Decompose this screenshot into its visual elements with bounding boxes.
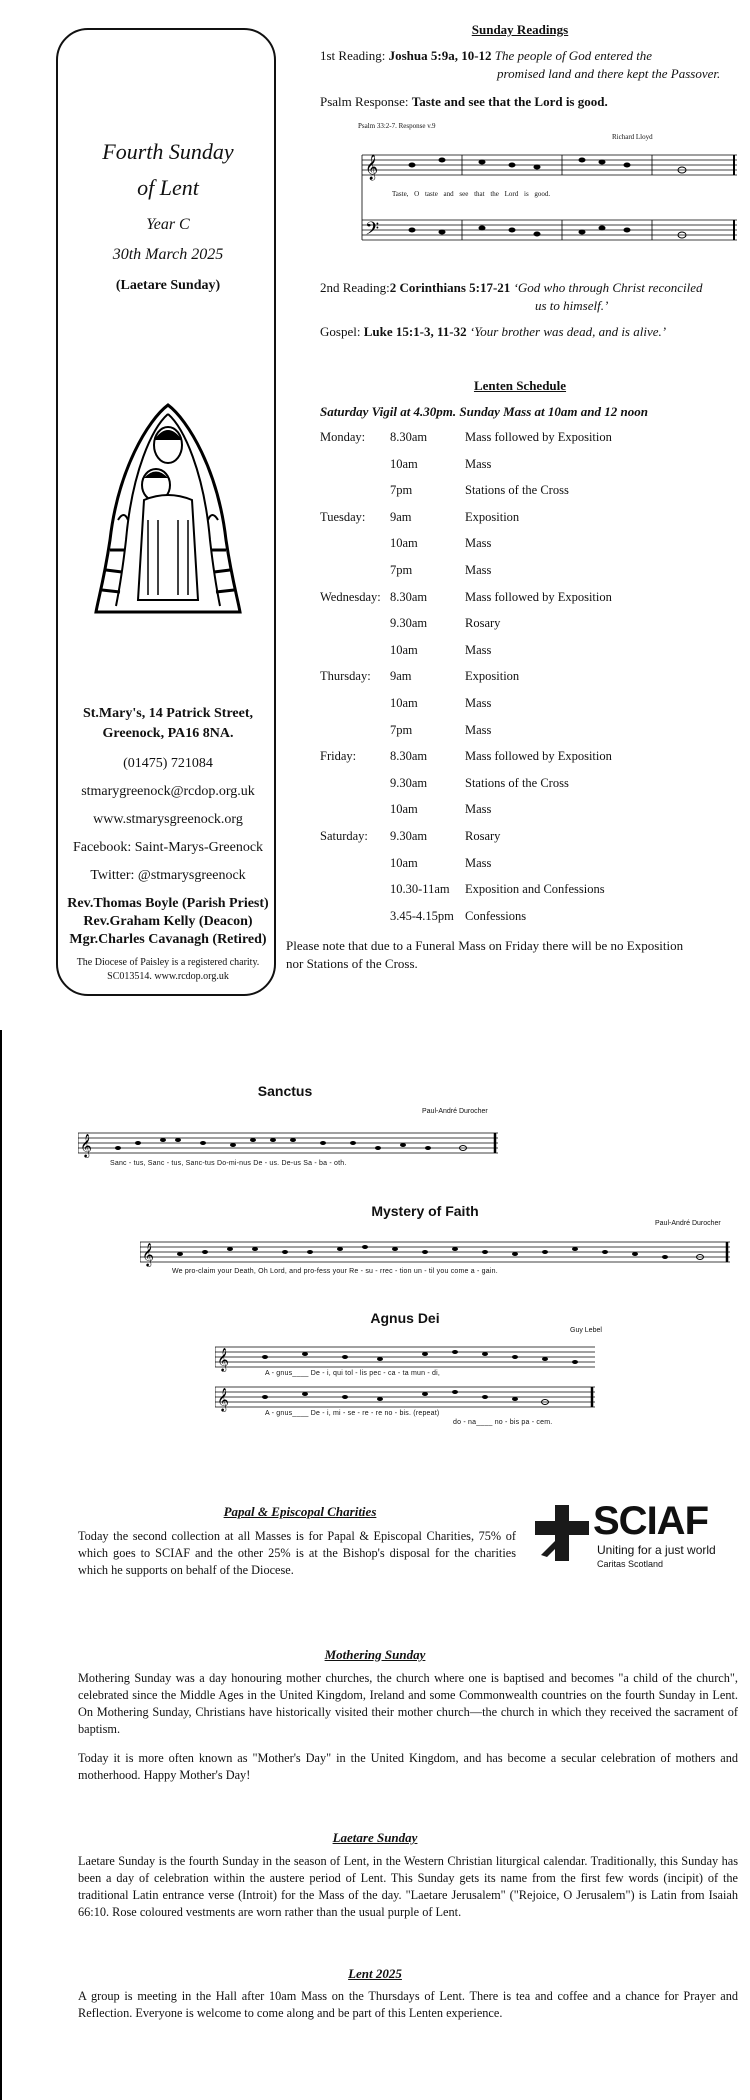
schedule-time: 9.30am (390, 775, 428, 790)
schedule-activity: Mass (465, 642, 492, 657)
charities-text: Today the second collection at all Masses is for Papal & Episcopal Charities, 75% of which goes to SCIAF and the other 25% is at the Bishop's disposal for the charities which he supports on behalf of the Diocese. (78, 1529, 516, 1577)
psalm-response (320, 94, 608, 110)
agnus-title: Agnus Dei (370, 1310, 440, 1326)
svg-text:𝄞: 𝄞 (142, 1242, 154, 1266)
schedule-activity: Mass followed by Exposition (465, 430, 612, 444)
agnus-composer: Guy Lebel (570, 1327, 602, 1334)
second-reading-text: ‘God who through Christ reconciled (513, 280, 703, 295)
facebook-link[interactable]: Facebook: Saint-Marys-Greenock (72, 840, 264, 855)
schedule-day: Thursday: (320, 669, 371, 684)
schedule-day: Saturday: (320, 829, 368, 843)
mystery-lyrics: We pro-claim your Death, Oh Lord, and pro-fess your Re - su - rrec - tion un - til you come a - gain. (172, 1268, 498, 1275)
agnus-staff (215, 1342, 595, 1417)
laetare-label: (Laetare Sunday) (115, 278, 221, 293)
schedule-activity: Stations of the Cross (465, 483, 569, 498)
sanctus-staff (78, 1128, 498, 1158)
first-reading-ref: Joshua 5:9a, 10-12 (388, 48, 492, 63)
schedule-time: 8.30am (390, 589, 428, 604)
schedule-activity: Mass followed by Exposition (465, 749, 612, 764)
schedule-activity: Stations of the Cross (465, 775, 569, 790)
gospel (320, 324, 666, 340)
email-link[interactable]: stmarygreenock@rcdop.org.uk (81, 784, 255, 799)
schedule-day: Wednesday: (320, 589, 381, 604)
sciaf-sub: Caritas Scotland (597, 1559, 664, 1569)
schedule-activity: Mass (465, 536, 492, 551)
svg-text:𝄞: 𝄞 (217, 1347, 229, 1371)
agnus-lyrics: A - gnus____ De - i, mi - se - re - re no - bis. (repeat) (265, 1410, 440, 1417)
clergy-line: Mgr.Charles Cavanagh (Retired) (69, 932, 267, 947)
schedule-day: Friday: (320, 749, 357, 764)
schedule-time: 10am (390, 536, 418, 551)
psalm-music-staff (352, 150, 742, 250)
lent2025-para: A group is meeting in the Hall after 10am Mass on the Thursdays of Lent. There is tea and coffee and a chance for Prayer and Reflection. Everyone is welcome to come along and be part of this Lenten experience. (78, 1989, 738, 2020)
psalm-ref: Psalm 33:2-7. Response v.9 (358, 122, 436, 130)
schedule-note: Please note that due to a Funeral Mass on Friday there will be no Exposition (286, 938, 684, 953)
address-line2: Greenock, PA16 8NA. (102, 726, 234, 741)
year-label: Year C (146, 216, 190, 233)
first-reading (320, 48, 652, 64)
lent2025-heading: Lent 2025 (348, 1966, 402, 1981)
date-label: 30th March 2025 (112, 246, 224, 263)
schedule-time: 9.30am (390, 616, 428, 631)
sciaf-tagline: Uniting for a just world (597, 1543, 716, 1557)
psalm-text: Taste and see that the Lord is good. (411, 94, 608, 109)
second-reading-label: 2nd Reading: (320, 280, 390, 295)
gospel-text: ‘Your brother was dead, and is alive.’ (469, 324, 667, 339)
schedule-time: 9am (390, 509, 412, 524)
schedule-time: 9.30am (390, 829, 428, 843)
schedule-activity: Mass (465, 802, 492, 817)
sciaf-cross-icon (535, 1505, 590, 1565)
clergy-line: Rev.Thomas Boyle (Parish Priest) (67, 896, 269, 911)
agnus-lyrics: A - gnus____ De - i, qui tol - lis pec - ca - ta mun - di, (265, 1370, 441, 1377)
second-reading-text2: us to himself.’ (535, 298, 609, 313)
schedule-activity: Mass (465, 563, 492, 577)
first-reading-label: 1st Reading: (320, 48, 386, 63)
phone-number: (01475) 721084 (123, 756, 213, 771)
schedule-day: Tuesday: (320, 509, 366, 524)
sciaf-logo (535, 1499, 735, 1595)
schedule-activity: Mass followed by Exposition (465, 589, 612, 604)
address-line1: St.Mary's, 14 Patrick Street, (82, 706, 254, 721)
svg-text:𝄞: 𝄞 (365, 155, 379, 180)
second-reading (320, 280, 703, 296)
mystery-composer: Paul-André Durocher (655, 1220, 721, 1227)
schedule-activity: Exposition (465, 509, 520, 524)
schedule-activity: Exposition and Confessions (465, 882, 605, 897)
schedule-activity: Mass (465, 456, 492, 471)
sidebar-panel (56, 28, 276, 996)
first-reading-text: The people of God entered the (494, 48, 653, 63)
schedule-activity: Confessions (465, 908, 527, 923)
schedule-heading: Lenten Schedule (473, 378, 567, 393)
madonna-icon (88, 400, 248, 620)
charity-note: The Diocese of Paisley is a registered charity. (76, 957, 260, 968)
mothering-para: Mothering Sunday was a day honouring mother churches, the church where one is baptised and becomes "a child of the church", celebrated since the Middle Ages in the United Kingdom, Ireland and some Commonwealth countries on the fourth Sunday in Lent. On Mothering Sunday, Christians have historically visited their mother church—the church in which they received the sacrament of baptism. (78, 1671, 738, 1736)
agnus-lyrics: do - na____ no - bis pa - cem. (453, 1419, 553, 1426)
psalm-label: Psalm Response: (320, 94, 409, 109)
gospel-ref: Luke 15:1-3, 11-32 (363, 324, 467, 339)
laetare-para: Laetare Sunday is the fourth Sunday in the season of Lent, in the Western Christian liturgical calendar. Traditionally, this Sunday has been a day of celebration within the austere period of Lent. This Sunday gets its name from the first few words (incipit) of the traditional Latin entrance verse (Introit) for the Mass of the day. "Laetare Jerusalem" ("Rejoice, O Jerusalem") is Latin from Isaiah 66:10. Rose coloured vestments are worn rather than the usual purple of Lent. (78, 1854, 738, 1919)
title-line2: of Lent (137, 175, 199, 200)
mystery-title: Mystery of Faith (371, 1203, 479, 1219)
page-divider (0, 1030, 2, 2100)
schedule-time: 8.30am (390, 430, 428, 444)
svg-text:𝄞: 𝄞 (217, 1387, 229, 1411)
sanctus-lyrics: Sanc - tus, Sanc - tus, Sanc-tus Do-mi-nus De - us. De-us Sa - ba - oth. (110, 1160, 347, 1167)
schedule-activity: Rosary (465, 616, 501, 631)
charity-note: SC013514. www.rcdop.org.uk (107, 971, 229, 982)
sanctus-composer: Paul-André Durocher (422, 1108, 488, 1115)
mystery-staff (140, 1237, 730, 1267)
gospel-label: Gospel: (320, 324, 361, 339)
readings-heading: Sunday Readings (471, 22, 569, 37)
schedule-time: 7pm (390, 563, 413, 577)
psalm-lyrics: Taste, O taste and see that the Lord is good. (392, 190, 551, 198)
second-reading-ref: 2 Corinthians 5:17-21 (389, 280, 511, 295)
title-line1: Fourth Sunday (102, 139, 234, 164)
schedule-activity: Mass (465, 722, 492, 737)
schedule-time: 3.45-4.15pm (390, 908, 454, 923)
sciaf-name: SCIAF (593, 1499, 708, 1543)
clergy-line: Rev.Graham Kelly (Deacon) (83, 914, 253, 929)
schedule-note: nor Stations of the Cross. (286, 956, 418, 971)
sanctus-title: Sanctus (257, 1083, 313, 1099)
mothering-para: Today it is more often known as "Mother's Day" in the United Kingdom, and has become a secular celebration of mothers and motherhood. Happy Mother's Day! (78, 1751, 738, 1782)
mothering-heading: Mothering Sunday (324, 1647, 426, 1662)
schedule-time: 10am (390, 696, 418, 710)
schedule-time: 10am (390, 642, 418, 657)
schedule-time: 8.30am (390, 749, 428, 764)
svg-text:𝄢: 𝄢 (365, 219, 380, 244)
charities-heading: Papal & Episcopal Charities (223, 1504, 377, 1519)
schedule-time: 7pm (390, 722, 413, 737)
schedule-subheading: Saturday Vigil at 4.30pm. Sunday Mass at 10am and 12 noon (320, 404, 648, 419)
twitter-link[interactable]: Twitter: @stmarysgreenock (90, 868, 246, 883)
schedule-time: 10am (390, 855, 418, 870)
schedule-time: 10am (390, 802, 418, 817)
psalm-composer: Richard Lloyd (612, 133, 653, 141)
schedule-time: 10am (390, 456, 418, 471)
schedule-activity: Exposition (465, 669, 520, 684)
schedule-time: 7pm (390, 483, 413, 498)
schedule-activity: Mass (465, 696, 492, 710)
website-link[interactable]: www.stmarysgreenock.org (93, 812, 243, 827)
schedule-activity: Mass (465, 855, 492, 870)
schedule-time: 10.30-11am (390, 882, 450, 897)
laetare-heading: Laetare Sunday (332, 1830, 418, 1845)
schedule-activity: Rosary (465, 829, 501, 843)
first-reading-text2: promised land and there kept the Passover. (497, 66, 721, 81)
schedule-time: 9am (390, 669, 412, 684)
schedule-day: Monday: (320, 430, 366, 444)
svg-text:𝄞: 𝄞 (80, 1133, 92, 1157)
